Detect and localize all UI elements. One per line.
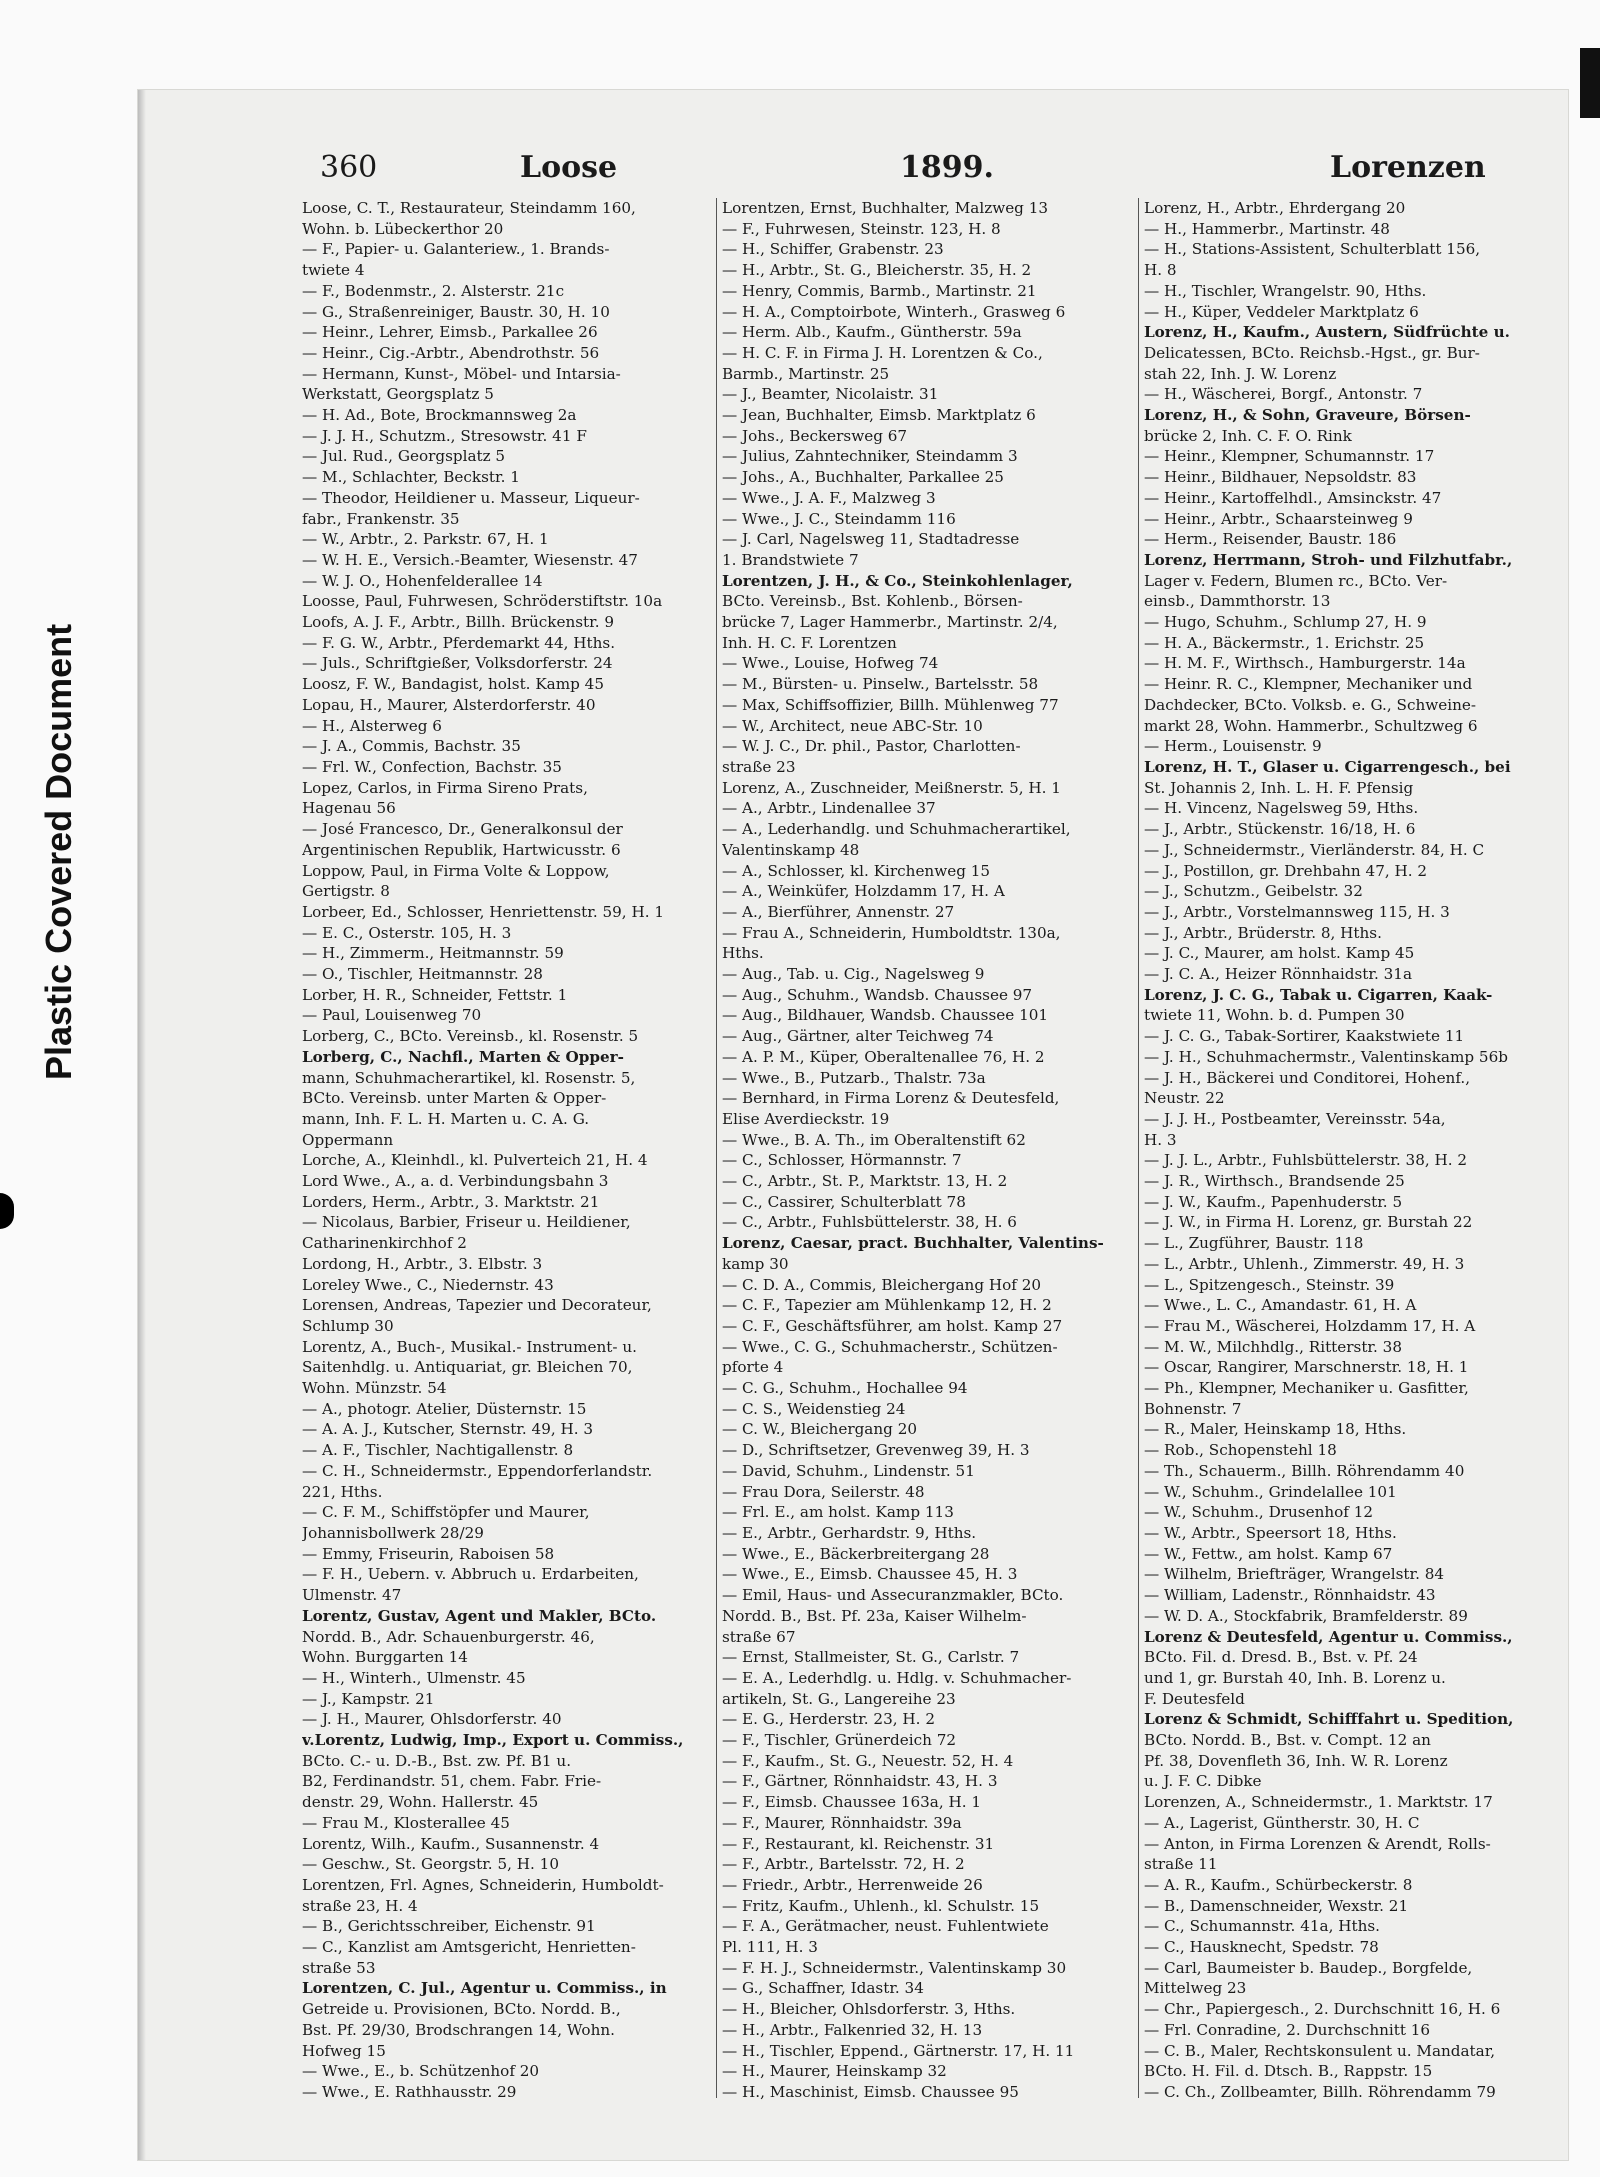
directory-entry: — Ph., Klempner, Mechaniker u. Gasfitter, [1144, 1379, 1469, 1398]
directory-entry: — J., Arbtr., Brüderstr. 8, Hths. [1144, 923, 1382, 942]
directory-entry: — J. W., Kaufm., Papenhuderstr. 5 [1144, 1192, 1403, 1211]
right-running-head: Lorenzen [1330, 150, 1486, 185]
directory-entry: Lorentz, A., Buch-, Musikal.- Instrument- u. [302, 1337, 637, 1356]
directory-entry: — H., Stations-Assistent, Schulterblatt 156, [1144, 240, 1481, 259]
directory-entry: — Frau Dora, Seilerstr. 48 [722, 1482, 925, 1501]
directory-columns [302, 198, 1532, 2101]
directory-entry: — Hugo, Schuhm., Schlump 27, H. 9 [1144, 613, 1427, 632]
directory-entry: — J. A., Commis, Bachstr. 35 [302, 737, 521, 756]
directory-entry: Pf. 38, Dovenfleth 36, Inh. W. R. Lorenz [1144, 1751, 1448, 1770]
directory-entry: — Carl, Baumeister b. Baudep., Borgfelde, [1144, 1958, 1473, 1977]
directory-entry: Lorenz, A., Zuschneider, Meißnerstr. 5, H. 1 [722, 778, 1061, 797]
directory-entry: — H. A., Bäckermstr., 1. Erichstr. 25 [1144, 633, 1425, 652]
directory-entry: Lorberg, C., BCto. Vereinsb., kl. Rosenstr. 5 [302, 1027, 639, 1046]
directory-entry: Inh. H. C. F. Lorentzen [722, 633, 897, 652]
directory-entry: — C. B., Maler, Rechtskonsulent u. Mandatar, [1144, 2041, 1496, 2060]
directory-entry: — Herm. Alb., Kaufm., Güntherstr. 59a [722, 323, 1022, 342]
directory-entry: fabr., Frankenstr. 35 [302, 509, 460, 528]
directory-entry: — Jul. Rud., Georgsplatz 5 [302, 447, 506, 466]
directory-entry: Lorbeer, Ed., Schlosser, Henriettenstr. 59, H. 1 [302, 902, 665, 921]
directory-entry: — Anton, in Firma Lorenzen & Arendt, Rolls- [1144, 1834, 1491, 1853]
directory-entry: — Wwe., B. A. Th., im Oberaltenstift 62 [722, 1130, 1026, 1149]
directory-entry: — Heinr., Cig.-Arbtr., Abendrothstr. 56 [302, 343, 600, 362]
directory-entry: — Geschw., St. Georgstr. 5, H. 10 [302, 1855, 559, 1874]
directory-entry: — C. H., Schneidermstr., Eppendorferlandstr. [302, 1461, 653, 1480]
directory-entry: — Frl. E., am holst. Kamp 113 [722, 1503, 954, 1522]
directory-entry: — Wwe., B., Putzarb., Thalstr. 73a [722, 1068, 986, 1087]
directory-entry: — J., Arbtr., Vorstelmannsweg 115, H. 3 [1144, 902, 1450, 921]
directory-entry: Lorberg, C., Nachfl., Marten & Opper- [302, 1047, 624, 1066]
directory-entry: — E. C., Osterstr. 105, H. 3 [302, 923, 512, 942]
directory-entry: — J. J. L., Arbtr., Fuhlsbüttelerstr. 38, H. 2 [1144, 1151, 1468, 1170]
directory-entry: Lorenz, J. C. G., Tabak u. Cigarren, Kaak- [1144, 985, 1493, 1004]
directory-entry: — Wwe., E., b. Schützenhof 20 [302, 2062, 540, 2081]
directory-entry: — J. R., Wirthsch., Brandsende 25 [1144, 1172, 1405, 1191]
directory-entry: BCto. Nordd. B., Bst. v. Compt. 12 an [1144, 1731, 1431, 1750]
directory-entry: Lorenz, H. T., Glaser u. Cigarrengesch., bei [1144, 757, 1511, 776]
directory-entry: straße 23 [722, 757, 796, 776]
directory-entry: Lorentzen, Frl. Agnes, Schneiderin, Humboldt- [302, 1875, 664, 1894]
directory-entry: — Heinr., Bildhauer, Nepsoldstr. 83 [1144, 468, 1417, 487]
directory-entry: Ulmenstr. 47 [302, 1586, 402, 1605]
directory-entry: — J., Schneidermstr., Vierländerstr. 84, H. C [1144, 840, 1485, 859]
directory-entry: Werkstatt, Georgsplatz 5 [302, 385, 494, 404]
directory-entry: — C., Schumannstr. 41a, Hths. [1144, 1917, 1380, 1936]
directory-entry: — Heinr. R. C., Klempner, Mechaniker und [1144, 675, 1473, 694]
directory-entry: — David, Schuhm., Lindenstr. 51 [722, 1461, 975, 1480]
directory-entry: u. J. F. C. Dibke [1144, 1772, 1262, 1791]
directory-entry: Lorentzen, C. Jul., Agentur u. Commiss., in [302, 1979, 667, 1998]
directory-entry: — F. H., Uebern. v. Abbruch u. Erdarbeiten, [302, 1565, 639, 1584]
directory-entry: — Hermann, Kunst-, Möbel- und Intarsia- [302, 364, 621, 383]
directory-entry: Wohn. Münzstr. 54 [302, 1379, 447, 1398]
directory-entry: — Oscar, Rangirer, Marschnerstr. 18, H. 1 [1144, 1358, 1469, 1377]
directory-entry: Lopez, Carlos, in Firma Sireno Prats, [302, 778, 588, 797]
directory-entry: Hagenau 56 [302, 799, 396, 818]
directory-entry: und 1, gr. Burstah 40, Inh. B. Lorenz u. [1144, 1668, 1446, 1687]
directory-entry: — Emil, Haus- und Assecuranzmakler, BCto. [722, 1586, 1064, 1605]
directory-entry: einsb., Dammthorstr. 13 [1144, 592, 1331, 611]
directory-entry: Oppermann [302, 1130, 394, 1149]
directory-entry: — W., Schuhm., Grindelallee 101 [1144, 1482, 1397, 1501]
directory-entry: Mittelweg 23 [1144, 1979, 1247, 1998]
directory-entry: — Wwe., Louise, Hofweg 74 [722, 654, 939, 673]
directory-entry: — C. F. M., Schiffstöpfer und Maurer, [302, 1503, 590, 1522]
directory-entry: — A., Lagerist, Güntherstr. 30, H. C [1144, 1813, 1420, 1832]
directory-entry: — L., Zugführer, Baustr. 118 [1144, 1234, 1364, 1253]
directory-entry: Lorensen, Andreas, Tapezier und Decorateur, [302, 1296, 652, 1315]
directory-entry: — J. J. H., Schutzm., Stresowstr. 41 F [302, 426, 587, 445]
directory-entry: — C. W., Bleichergang 20 [722, 1420, 918, 1439]
directory-entry: — C., Cassirer, Schulterblatt 78 [722, 1192, 966, 1211]
directory-entry: — W., Schuhm., Drusenhof 12 [1144, 1503, 1374, 1522]
directory-entry: — W. H. E., Versich.-Beamter, Wiesenstr. 47 [302, 550, 638, 569]
page-spine-shadow [138, 90, 146, 2160]
directory-entry: — M. W., Milchhdlg., Ritterstr. 38 [1144, 1337, 1402, 1356]
directory-entry: Bohnenstr. 7 [1144, 1399, 1242, 1418]
directory-entry: — W., Architect, neue ABC-Str. 10 [722, 716, 983, 735]
directory-entry: — F. H. J., Schneidermstr., Valentinskamp 30 [722, 1958, 1067, 1977]
directory-entry: — Frau A., Schneiderin, Humboldtstr. 130a, [722, 923, 1061, 942]
directory-entry: straße 53 [302, 1958, 376, 1977]
page-header [180, 150, 1486, 196]
directory-entry: mann, Schuhmacherartikel, kl. Rosenstr. 5, [302, 1068, 636, 1087]
directory-entry: — Heinr., Klempner, Schumannstr. 17 [1144, 447, 1435, 466]
directory-entry: — F., Papier- u. Galanteriew., 1. Brands- [302, 240, 610, 259]
directory-entry: Elise Averdieckstr. 19 [722, 1109, 890, 1128]
directory-entry: Nordd. B., Bst. Pf. 23a, Kaiser Wilhelm- [722, 1606, 1027, 1625]
directory-entry: Lorche, A., Kleinhdl., kl. Pulverteich 21, H. 4 [302, 1151, 648, 1170]
directory-entry: — Fritz, Kaufm., Uhlenh., kl. Schulstr. 15 [722, 1896, 1040, 1915]
directory-entry: — H. Ad., Bote, Brockmannsweg 2a [302, 406, 577, 425]
directory-entry: — W., Fettw., am holst. Kamp 67 [1144, 1544, 1393, 1563]
directory-entry: — C., Arbtr., Fuhlsbüttelerstr. 38, H. 6 [722, 1213, 1017, 1232]
year-heading: 1899. [900, 150, 994, 185]
directory-entry: — Juls., Schriftgießer, Volksdorferstr. 24 [302, 654, 613, 673]
directory-entry: — H., Wäscherei, Borgf., Antonstr. 7 [1144, 385, 1423, 404]
directory-entry: — Wwe., E., Bäckerbreitergang 28 [722, 1544, 990, 1563]
directory-entry: Lorders, Herm., Arbtr., 3. Marktstr. 21 [302, 1192, 600, 1211]
directory-entry: — F., Arbtr., Bartelsstr. 72, H. 2 [722, 1855, 965, 1874]
directory-entry: — A., Arbtr., Lindenallee 37 [722, 799, 936, 818]
directory-entry: straße 23, H. 4 [302, 1896, 418, 1915]
directory-entry: Lorenz & Deutesfeld, Agentur u. Commiss., [1144, 1627, 1513, 1646]
directory-entry: — C. Ch., Zollbeamter, Billh. Röhrendamm 79 [1144, 2082, 1496, 2101]
directory-entry: — Paul, Louisenweg 70 [302, 1006, 482, 1025]
directory-entry: — A., photogr. Atelier, Düsternstr. 15 [302, 1399, 587, 1418]
directory-entry: Delicatessen, BCto. Reichsb.-Hgst., gr. Bur- [1144, 343, 1480, 362]
directory-entry: Argentinischen Republik, Hartwicusstr. 6 [302, 840, 621, 859]
directory-entry: — H., Arbtr., St. G., Bleicherstr. 35, H. 2 [722, 261, 1032, 280]
directory-entry: Hths. [722, 944, 764, 963]
directory-entry: — F., Bodenmstr., 2. Alsterstr. 21c [302, 281, 565, 300]
directory-entry: — Johs., Beckersweg 67 [722, 426, 908, 445]
directory-entry: — J., Kampstr. 21 [302, 1689, 435, 1708]
directory-entry: — H., Maurer, Heinskamp 32 [722, 2062, 947, 2081]
directory-entry: brücke 7, Lager Hammerbr., Martinstr. 2/4, [722, 613, 1058, 632]
directory-entry: — Wwe., E., Eimsb. Chaussee 45, H. 3 [722, 1565, 1018, 1584]
directory-entry: — F., Fuhrwesen, Steinstr. 123, H. 8 [722, 219, 1001, 238]
directory-entry: Johannisbollwerk 28/29 [302, 1524, 484, 1542]
directory-entry: — Aug., Tab. u. Cig., Nagelsweg 9 [722, 965, 985, 984]
directory-entry: — H., Bleicher, Ohlsdorferstr. 3, Hths. [722, 2000, 1016, 2019]
directory-entry: — Herm., Reisender, Baustr. 186 [1144, 530, 1397, 549]
directory-entry: — Johs., A., Buchhalter, Parkallee 25 [722, 468, 1004, 487]
directory-entry: — R., Maler, Heinskamp 18, Hths. [1144, 1420, 1407, 1439]
directory-entry: — F., Eimsb. Chaussee 163a, H. 1 [722, 1793, 982, 1812]
directory-entry: — W., Arbtr., 2. Parkstr. 67, H. 1 [302, 530, 549, 549]
directory-entry: — Wwe., L. C., Amandastr. 61, H. A [1144, 1296, 1417, 1315]
directory-entry: mann, Inh. F. L. H. Marten u. C. A. G. [302, 1109, 590, 1128]
directory-entry: — J., Schutzm., Geibelstr. 32 [1144, 882, 1363, 901]
directory-entry: Wohn. Burggarten 14 [302, 1648, 468, 1667]
directory-entry: — Heinr., Arbtr., Schaarsteinweg 9 [1144, 509, 1413, 528]
directory-entry: — Frau M., Wäscherei, Holzdamm 17, H. A [1144, 1316, 1476, 1335]
directory-entry: stah 22, Inh. J. W. Lorenz [1144, 364, 1337, 383]
column-3 [1144, 198, 1556, 2103]
directory-entry: — A., Weinküfer, Holzdamm 17, H. A [722, 882, 1005, 901]
directory-entry: — C., Schlosser, Hörmannstr. 7 [722, 1151, 962, 1170]
directory-entry: — Henry, Commis, Barmb., Martinstr. 21 [722, 281, 1037, 300]
directory-entry: — Chr., Papiergesch., 2. Durchschnitt 16, H. 6 [1144, 2000, 1501, 2019]
directory-entry: Lordong, H., Arbtr., 3. Elbstr. 3 [302, 1254, 543, 1273]
directory-entry: twiete 11, Wohn. b. d. Pumpen 30 [1144, 1006, 1405, 1025]
directory-entry: — J., Postillon, gr. Drehbahn 47, H. 2 [1144, 861, 1428, 880]
directory-entry: — O., Tischler, Heitmannstr. 28 [302, 965, 543, 984]
directory-entry: — Heinr., Kartoffelhdl., Amsinckstr. 47 [1144, 488, 1442, 507]
directory-entry: — Frl. Conradine, 2. Durchschnitt 16 [1144, 2020, 1431, 2039]
directory-entry: — J. C. G., Tabak-Sortirer, Kaakstwiete 11 [1144, 1027, 1465, 1046]
directory-entry: — E. A., Lederhdlg. u. Hdlg. v. Schuhmacher- [722, 1668, 1072, 1687]
directory-entry: Lord Wwe., A., a. d. Verbindungsbahn 3 [302, 1172, 609, 1191]
directory-entry: — W., Arbtr., Speersort 18, Hths. [1144, 1524, 1397, 1542]
directory-entry: — Max, Schiffsoffizier, Billh. Mühlenweg 77 [722, 695, 1059, 714]
directory-entry: H. 3 [1144, 1130, 1177, 1149]
directory-entry: Getreide u. Provisionen, BCto. Nordd. B., [302, 2000, 621, 2019]
column-2 [722, 198, 1134, 2103]
directory-entry: — D., Schriftsetzer, Grevenweg 39, H. 3 [722, 1441, 1030, 1460]
directory-entry: — C., Hausknecht, Spedstr. 78 [1144, 1938, 1379, 1957]
directory-entry: — E. G., Herderstr. 23, H. 2 [722, 1710, 935, 1729]
directory-entry: Lorenz, Herrmann, Stroh- und Filzhutfabr., [1144, 550, 1513, 569]
directory-entry: — J., Beamter, Nicolaistr. 31 [722, 385, 939, 404]
directory-entry: — Emmy, Friseurin, Raboisen 58 [302, 1544, 555, 1563]
directory-entry: Catharinenkirchhof 2 [302, 1234, 467, 1253]
directory-entry: — Jean, Buchhalter, Eimsb. Marktplatz 6 [722, 406, 1036, 425]
directory-entry: — Ernst, Stallmeister, St. G., Carlstr. 7 [722, 1648, 1020, 1667]
directory-entry: straße 11 [1144, 1855, 1218, 1874]
directory-entry: — A. P. M., Küper, Oberaltenallee 76, H. 2 [722, 1047, 1045, 1066]
directory-entry: — Theodor, Heildiener u. Masseur, Liqueur- [302, 488, 640, 507]
directory-entry: — C. D. A., Commis, Bleichergang Hof 20 [722, 1275, 1042, 1294]
directory-entry: Loose, C. T., Restaurateur, Steindamm 160, [302, 199, 636, 217]
directory-entry: — G., Straßenreiniger, Baustr. 30, H. 10 [302, 302, 610, 321]
directory-entry: Lorenzen, A., Schneidermstr., 1. Marktstr. 17 [1144, 1793, 1493, 1812]
directory-entry: — Nicolaus, Barbier, Friseur u. Heildiener, [302, 1213, 631, 1232]
directory-entry: twiete 4 [302, 261, 365, 280]
directory-entry: denstr. 29, Wohn. Hallerstr. 45 [302, 1793, 539, 1812]
directory-entry: Dachdecker, BCto. Volksb. e. G., Schweine- [1144, 695, 1476, 714]
page-number: 360 [320, 150, 378, 185]
directory-entry: — A. F., Tischler, Nachtigallenstr. 8 [302, 1441, 574, 1460]
directory-entry: straße 67 [722, 1627, 796, 1646]
directory-entry: — W. J. O., Hohenfelderallee 14 [302, 571, 543, 590]
directory-entry: — C. F., Geschäftsführer, am holst. Kamp 27 [722, 1316, 1063, 1335]
directory-entry: — W. D. A., Stockfabrik, Bramfelderstr. 89 [1144, 1606, 1468, 1625]
directory-entry: markt 28, Wohn. Hammerbr., Schultzweg 6 [1144, 716, 1478, 735]
directory-entry: — William, Ladenstr., Rönnhaidstr. 43 [1144, 1586, 1436, 1605]
directory-entry: Lorentzen, Ernst, Buchhalter, Malzweg 13 [722, 199, 1049, 217]
directory-entry: — J. H., Maurer, Ohlsdorferstr. 40 [302, 1710, 562, 1729]
directory-entry: BCto. Vereinsb., Bst. Kohlenb., Börsen- [722, 592, 1023, 611]
column-divider [1138, 198, 1139, 2098]
directory-entry: Nordd. B., Adr. Schauenburgerstr. 46, [302, 1627, 595, 1646]
plastic-covered-label: Plastic Covered Document [38, 623, 79, 1080]
directory-entry: — F., Gärtner, Rönnhaidstr. 43, H. 3 [722, 1772, 998, 1791]
directory-entry: Bst. Pf. 29/30, Brodschrangen 14, Wohn. [302, 2020, 615, 2039]
directory-entry: — Aug., Bildhauer, Wandsb. Chaussee 101 [722, 1006, 1049, 1025]
directory-entry: — F., Maurer, Rönnhaidstr. 39a [722, 1813, 962, 1832]
directory-entry: B2, Ferdinandstr. 51, chem. Fabr. Frie- [302, 1772, 602, 1791]
directory-entry: — H. Vincenz, Nagelsweg 59, Hths. [1144, 799, 1419, 818]
directory-entry: — Julius, Zahntechniker, Steindamm 3 [722, 447, 1018, 466]
directory-entry: Loreley Wwe., C., Niedernstr. 43 [302, 1275, 554, 1294]
directory-entry: 1. Brandstwiete 7 [722, 550, 859, 569]
directory-entry: — H., Küper, Veddeler Marktplatz 6 [1144, 302, 1419, 321]
corner-mark [1580, 48, 1600, 118]
directory-entry: Lorenz, Caesar, pract. Buchhalter, Valentins- [722, 1234, 1104, 1253]
directory-entry: — A. A. J., Kutscher, Sternstr. 49, H. 3 [302, 1420, 594, 1439]
directory-entry: — H. M. F., Wirthsch., Hamburgerstr. 14a [1144, 654, 1466, 673]
directory-entry: — Frau M., Klosterallee 45 [302, 1813, 510, 1832]
directory-entry: — L., Spitzengesch., Steinstr. 39 [1144, 1275, 1395, 1294]
directory-entry: — J. H., Bäckerei und Conditorei, Hohenf., [1144, 1068, 1471, 1087]
directory-entry: Loppow, Paul, in Firma Volte & Loppow, [302, 861, 610, 880]
column-divider [716, 198, 717, 2098]
directory-entry: — H. A., Comptoirbote, Winterh., Grasweg 6 [722, 302, 1066, 321]
directory-entry: Hofweg 15 [302, 2041, 386, 2060]
directory-entry: — Wwe., E. Rathhausstr. 29 [302, 2082, 517, 2101]
directory-entry: Wohn. b. Lübeckerthor 20 [302, 219, 504, 238]
directory-entry: — H., Arbtr., Falkenried 32, H. 13 [722, 2020, 983, 2039]
directory-entry: H. 8 [1144, 261, 1177, 280]
directory-entry: — H., Winterh., Ulmenstr. 45 [302, 1668, 526, 1687]
directory-entry: Lorenz, H., Arbtr., Ehrdergang 20 [1144, 199, 1406, 217]
directory-entry: — J., Arbtr., Stückenstr. 16/18, H. 6 [1144, 820, 1416, 839]
directory-entry: — Rob., Schopenstehl 18 [1144, 1441, 1337, 1460]
directory-entry: — F., Restaurant, kl. Reichenstr. 31 [722, 1834, 995, 1853]
directory-entry: — Aug., Schuhm., Wandsb. Chaussee 97 [722, 985, 1033, 1004]
directory-entry: kamp 30 [722, 1254, 789, 1273]
directory-entry: artikeln, St. G., Langereihe 23 [722, 1689, 956, 1708]
directory-entry: — Aug., Gärtner, alter Teichweg 74 [722, 1027, 994, 1046]
directory-entry: — Friedr., Arbtr., Herrenweide 26 [722, 1875, 983, 1894]
directory-entry: — Wwe., J. C., Steindamm 116 [722, 509, 956, 528]
directory-entry: — C., Arbtr., St. P., Marktstr. 13, H. 2 [722, 1172, 1008, 1191]
directory-entry: — Wwe., J. A. F., Malzweg 3 [722, 488, 936, 507]
directory-entry: — C. G., Schuhm., Hochallee 94 [722, 1379, 968, 1398]
directory-entry: — Herm., Louisenstr. 9 [1144, 737, 1322, 756]
directory-entry: Barmb., Martinstr. 25 [722, 364, 890, 383]
directory-entry: — H., Maschinist, Eimsb. Chaussee 95 [722, 2082, 1019, 2101]
directory-entry: — Heinr., Lehrer, Eimsb., Parkallee 26 [302, 323, 598, 342]
directory-entry: Loosse, Paul, Fuhrwesen, Schröderstiftstr. 10a [302, 592, 663, 611]
directory-entry: BCto. Fil. d. Dresd. B., Bst. v. Pf. 24 [1144, 1648, 1418, 1667]
directory-entry: Lorentz, Wilh., Kaufm., Susannenstr. 4 [302, 1834, 600, 1853]
directory-entry: Lorenz, H., Kaufm., Austern, Südfrüchte u. [1144, 323, 1510, 342]
directory-entry: Lorentz, Gustav, Agent und Makler, BCto. [302, 1606, 657, 1625]
directory-entry: — Wwe., C. G., Schuhmacherstr., Schützen- [722, 1337, 1058, 1356]
directory-entry: — Frl. W., Confection, Bachstr. 35 [302, 757, 562, 776]
directory-entry: — B., Damenschneider, Wexstr. 21 [1144, 1896, 1409, 1915]
directory-entry: 221, Hths. [302, 1482, 383, 1501]
directory-entry: — A., Bierführer, Annenstr. 27 [722, 902, 955, 921]
directory-entry: BCto. C.- u. D.-B., Bst. zw. Pf. B1 u. [302, 1751, 572, 1770]
directory-entry: — F., Kaufm., St. G., Neuestr. 52, H. 4 [722, 1751, 1014, 1770]
directory-entry: — A. R., Kaufm., Schürbeckerstr. 8 [1144, 1875, 1413, 1894]
directory-entry: — H., Hammerbr., Martinstr. 48 [1144, 219, 1390, 238]
directory-entry: — C. F., Tapezier am Mühlenkamp 12, H. 2 [722, 1296, 1052, 1315]
directory-entry: — H., Tischler, Eppend., Gärtnerstr. 17, H. 11 [722, 2041, 1075, 2060]
directory-entry: — H., Tischler, Wrangelstr. 90, Hths. [1144, 281, 1427, 300]
left-running-head: Loose [520, 150, 618, 185]
directory-entry: pforte 4 [722, 1358, 784, 1377]
directory-entry: — Wilhelm, Briefträger, Wrangelstr. 84 [1144, 1565, 1445, 1584]
directory-entry: brücke 2, Inh. C. F. O. Rink [1144, 426, 1352, 445]
directory-entry: — H., Schiffer, Grabenstr. 23 [722, 240, 944, 259]
directory-entry: Saitenhdlg. u. Antiquariat, gr. Bleichen 70, [302, 1358, 633, 1377]
directory-entry: Neustr. 22 [1144, 1089, 1225, 1108]
directory-entry: — Th., Schauerm., Billh. Röhrendamm 40 [1144, 1461, 1465, 1480]
directory-entry: — C., Kanzlist am Amtsgericht, Henrietten- [302, 1938, 636, 1957]
directory-entry: BCto. Vereinsb. unter Marten & Opper- [302, 1089, 607, 1108]
directory-entry: Schlump 30 [302, 1316, 394, 1335]
directory-entry: Lopau, H., Maurer, Alsterdorferstr. 40 [302, 695, 596, 714]
directory-entry: F. Deutesfeld [1144, 1689, 1245, 1708]
directory-entry: — G., Schaffner, Idastr. 34 [722, 1979, 924, 1998]
directory-entry: — J. C. A., Heizer Rönnhaidstr. 31a [1144, 965, 1413, 984]
directory-entry: — H., Zimmerm., Heitmannstr. 59 [302, 944, 564, 963]
directory-entry: — C. S., Weidenstieg 24 [722, 1399, 906, 1418]
directory-entry: Pl. 111, H. 3 [722, 1938, 818, 1957]
directory-entry: — B., Gerichtsschreiber, Eichenstr. 91 [302, 1917, 596, 1936]
directory-entry: — F. G. W., Arbtr., Pferdemarkt 44, Hths. [302, 633, 616, 652]
directory-entry: — L., Arbtr., Uhlenh., Zimmerstr. 49, H. 3 [1144, 1254, 1465, 1273]
directory-entry: — J. W., in Firma H. Lorenz, gr. Burstah 22 [1144, 1213, 1473, 1232]
directory-entry: v.Lorentz, Ludwig, Imp., Export u. Commiss., [302, 1731, 684, 1750]
directory-entry: — J. H., Schuhmachermstr., Valentinskamp 56b [1144, 1047, 1508, 1066]
directory-entry: — W. J. C., Dr. phil., Pastor, Charlotten- [722, 737, 1021, 756]
directory-entry: Lorber, H. R., Schneider, Fettstr. 1 [302, 985, 568, 1004]
directory-entry: BCto. H. Fil. d. Dtsch. B., Rappstr. 15 [1144, 2062, 1433, 2081]
directory-entry: St. Johannis 2, Inh. L. H. F. Pfensig [1144, 778, 1414, 797]
directory-entry: Lager v. Federn, Blumen rc., BCto. Ver- [1144, 571, 1448, 590]
directory-entry: — F., Tischler, Grünerdeich 72 [722, 1731, 957, 1750]
directory-entry: — Bernhard, in Firma Lorenz & Deutesfeld, [722, 1089, 1060, 1108]
directory-entry: — A., Lederhandlg. und Schuhmacherartikel, [722, 820, 1071, 839]
directory-entry: — J. C., Maurer, am holst. Kamp 45 [1144, 944, 1415, 963]
directory-entry: — M., Schlachter, Beckstr. 1 [302, 468, 520, 487]
directory-entry: — E., Arbtr., Gerhardstr. 9, Hths. [722, 1524, 977, 1542]
directory-entry: Lorenz, H., & Sohn, Graveure, Börsen- [1144, 406, 1471, 425]
directory-entry: — J. Carl, Nagelsweg 11, Stadtadresse [722, 530, 1020, 549]
directory-entry: Valentinskamp 48 [722, 840, 860, 859]
directory-entry: — A., Schlosser, kl. Kirchenweg 15 [722, 861, 991, 880]
directory-entry: Gertigstr. 8 [302, 882, 390, 901]
directory-entry: — M., Bürsten- u. Pinselw., Bartelsstr. 58 [722, 675, 1039, 694]
directory-entry: Loofs, A. J. F., Arbtr., Billh. Brückenstr. 9 [302, 613, 615, 632]
directory-entry: Lorenz & Schmidt, Schifffahrt u. Spedition, [1144, 1710, 1514, 1729]
directory-entry: — F. A., Gerätmacher, neust. Fuhlentwiete [722, 1917, 1049, 1936]
directory-entry: Loosz, F. W., Bandagist, holst. Kamp 45 [302, 675, 605, 694]
directory-entry: — José Francesco, Dr., Generalkonsul der [302, 820, 623, 839]
directory-entry: — H., Alsterweg 6 [302, 716, 442, 735]
column-1 [302, 198, 714, 2103]
directory-entry: — J. J. H., Postbeamter, Vereinsstr. 54a, [1144, 1109, 1446, 1128]
directory-entry: Lorentzen, J. H., & Co., Steinkohlenlager, [722, 571, 1073, 590]
directory-entry: — H. C. F. in Firma J. H. Lorentzen & Co., [722, 343, 1043, 362]
